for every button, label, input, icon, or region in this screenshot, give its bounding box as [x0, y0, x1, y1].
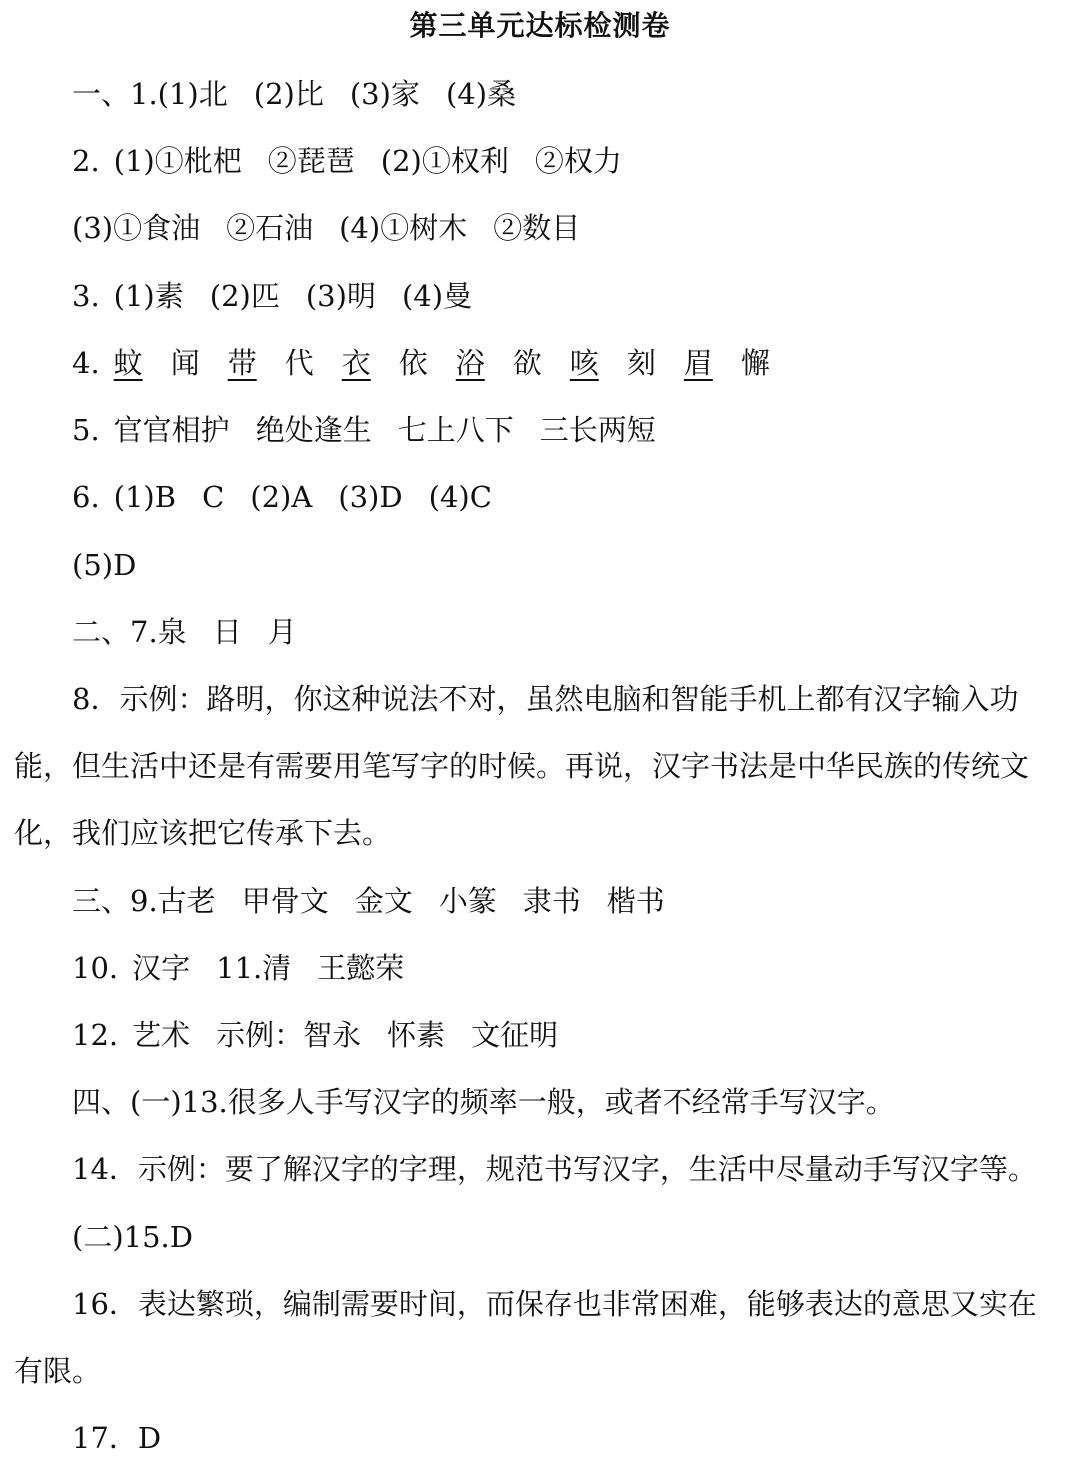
question-number: 2. — [72, 144, 100, 178]
answer-item: (2)A — [250, 480, 313, 514]
answer-item: ②石油 — [226, 211, 314, 245]
answer-item: 示例：智永 — [216, 1018, 362, 1052]
answer-item: (2)比 — [253, 77, 324, 111]
answer-item: (1)素 — [113, 279, 184, 313]
answer-line-3 — [72, 208, 580, 248]
answer-item: 隶书 — [522, 884, 581, 918]
answer-item: 王懿荣 — [317, 951, 405, 985]
answer-line-7 — [72, 477, 492, 517]
answer-item: 绝处逢生 — [255, 413, 372, 447]
answer-item: 泉 — [157, 615, 187, 649]
answer-item: (4)①树木 — [339, 211, 468, 245]
answer-line-8: (5)D — [72, 548, 137, 582]
answer-item: 金文 — [354, 884, 413, 918]
question-number: 3. — [72, 279, 100, 313]
answer-item: 月 — [267, 615, 297, 649]
answer-item: (2)匹 — [209, 279, 280, 313]
underlined-char: 带 — [227, 346, 257, 380]
answer-item: 三长两短 — [539, 413, 656, 447]
answer-item: (4)桑 — [445, 77, 517, 111]
answer-line-12: 化，我们应该把它传承下去。 — [14, 816, 392, 850]
question-number: 5. — [72, 413, 100, 447]
answer-line-14 — [72, 948, 404, 988]
answer-item: (1)B — [113, 480, 177, 514]
answer-item: 古老 — [157, 884, 216, 918]
answer-line-20: 有限。 — [14, 1354, 102, 1388]
answer-line-13 — [72, 881, 665, 921]
answer-line-15 — [72, 1015, 558, 1055]
char: 代 — [284, 346, 314, 380]
underlined-char: 浴 — [455, 346, 485, 380]
answer-line-9 — [72, 612, 297, 652]
question-number: 6. — [72, 480, 100, 514]
answer-item: ②权力 — [534, 144, 622, 178]
question-number: 4. — [72, 346, 100, 380]
answer-item: (3)家 — [349, 77, 420, 111]
answer-item: ②琵琶 — [267, 144, 355, 178]
answer-line-4 — [72, 276, 472, 316]
answer-line-21: 17．D — [72, 1421, 162, 1455]
question-number: 10. — [72, 951, 119, 985]
answer-item: (3)①食油 — [72, 211, 201, 245]
char: 欲 — [512, 346, 542, 380]
answer-item: 艺术 — [132, 1018, 191, 1052]
answer-item: (3)明 — [305, 279, 376, 313]
answer-item: C — [202, 480, 225, 514]
answer-item: 甲骨文 — [241, 884, 329, 918]
page-title: 第三单元达标检测卷 — [409, 9, 671, 42]
answer-line-1 — [72, 74, 516, 114]
answer-item: 七上八下 — [397, 413, 514, 447]
answer-line-16: 四、(一)13.很多人手写汉字的频率一般，或者不经常手写汉字。 — [72, 1085, 895, 1119]
question-number: 一、1. — [72, 77, 158, 111]
question-number: 12. — [72, 1018, 119, 1052]
answer-line-17: 14．示例：要了解汉字的字理，规范书写汉字，生活中尽量动手写汉字等。 — [72, 1152, 1037, 1186]
char: 刻 — [626, 346, 656, 380]
char: 依 — [398, 346, 428, 380]
answer-item: (1)北 — [157, 77, 228, 111]
answer-item: 小篆 — [438, 884, 497, 918]
underlined-char: 眉 — [683, 346, 713, 380]
answer-item: 汉字 — [132, 951, 191, 985]
answer-line-6 — [72, 410, 656, 450]
answer-item: (4)C — [428, 480, 492, 514]
answer-line-19: 16．表达繁琐，编制需要时间，而保存也非常困难，能够表达的意思又实在 — [72, 1287, 1037, 1321]
underlined-char: 蚊 — [113, 346, 143, 380]
underlined-char: 衣 — [341, 346, 371, 380]
answer-item: (2)①权利 — [380, 144, 509, 178]
answer-item: 楷书 — [606, 884, 665, 918]
answer-item: 文征明 — [471, 1018, 559, 1052]
answer-item: (3)D — [338, 480, 403, 514]
answer-item: (1)①枇杷 — [113, 144, 242, 178]
answer-item: ②数目 — [493, 211, 581, 245]
answer-line-5 — [72, 343, 770, 383]
char: 闻 — [170, 346, 200, 380]
answer-line-11: 能，但生活中还是有需要用笔写字的时候。再说，汉字书法是中华民族的传统文 — [14, 749, 1030, 783]
answer-item: 11.清 — [216, 951, 292, 985]
underlined-char: 咳 — [569, 346, 599, 380]
answer-line-2 — [72, 141, 622, 181]
char: 懈 — [740, 346, 770, 380]
answer-item: 怀素 — [387, 1018, 446, 1052]
question-number: 三、9. — [72, 884, 158, 918]
question-number: 二、7. — [72, 615, 158, 649]
char-list — [114, 343, 770, 383]
answer-item: (4)曼 — [401, 279, 473, 313]
answer-item: 官官相护 — [113, 413, 230, 447]
answer-item: 日 — [212, 615, 242, 649]
answer-line-10: 8．示例：路明，你这种说法不对，虽然电脑和智能手机上都有汉字输入功 — [72, 682, 1019, 716]
answer-line-18: (二)15.D — [72, 1220, 193, 1254]
